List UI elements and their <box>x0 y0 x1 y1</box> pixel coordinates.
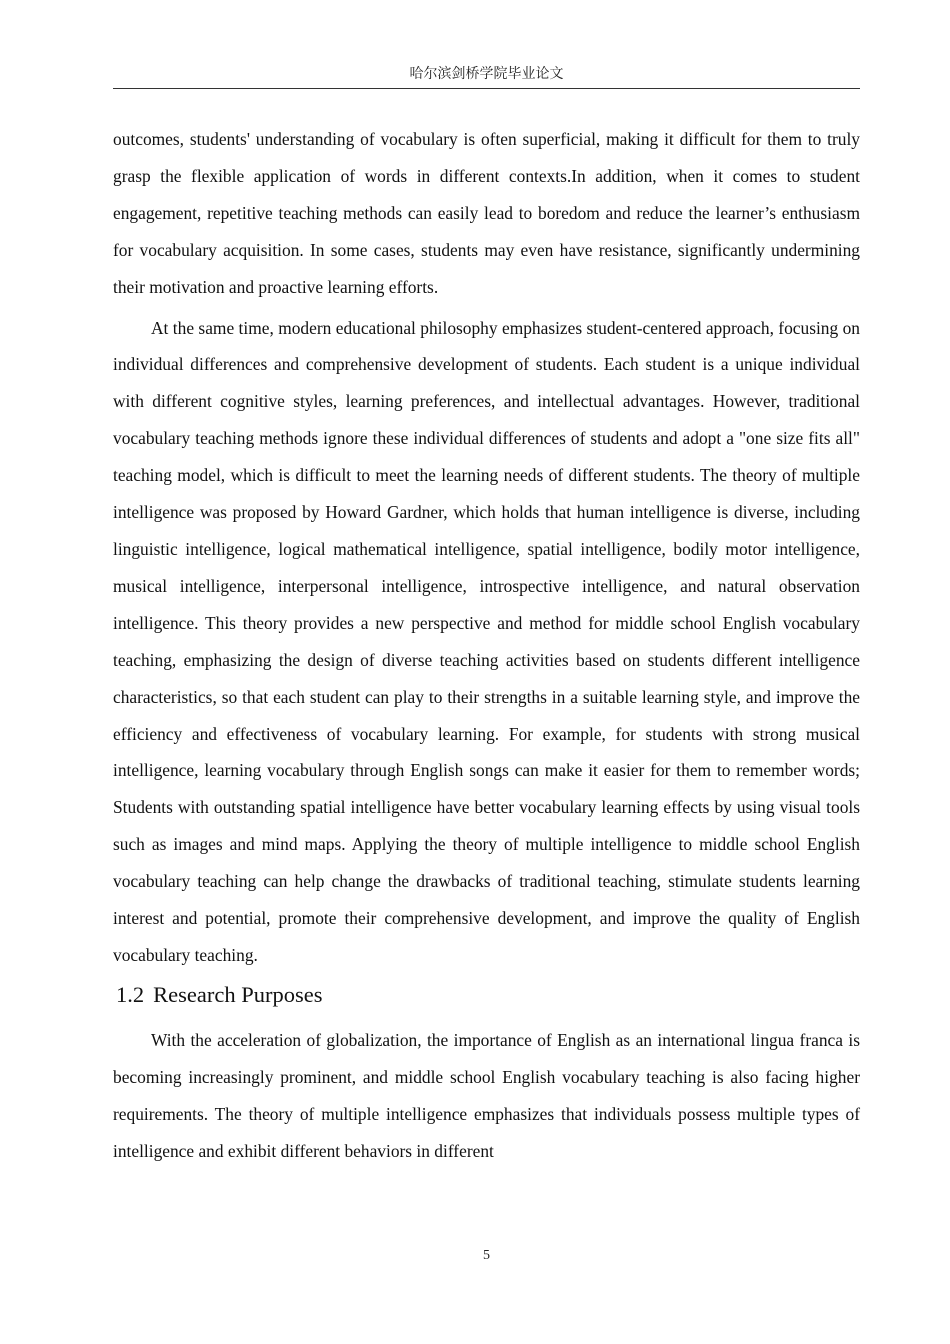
section-title: Research Purposes <box>153 981 323 1007</box>
body-paragraph-continued: outcomes, students' understanding of vocabulary is often superficial, making it difficult for them to truly grasp the flexible application of words in different contexts.In addition, when it comes to student engagement, repetitive teaching methods can easily lead to boredom and reduce the learner’s enthusiasm for vocabulary acquisition. In some cases, students may even have resistance, significantly undermining their motivation and proactive learning efforts. <box>113 129 860 297</box>
section-heading <box>116 975 860 1015</box>
page-number: 5 <box>483 1248 490 1263</box>
body-paragraph-research-purposes: With the acceleration of globalization, the importance of English as an international lingua franca is becoming increasingly prominent, and middle school English vocabulary teaching is also facing higher requirements. The theory of multiple intelligence emphasizes that individuals possess multiple types of intelligence and exhibit different behaviors in different <box>113 1029 860 1161</box>
page-body <box>113 121 860 1169</box>
body-paragraph-background: At the same time, modern educational philosophy emphasizes student-centered approach, focusing on individual differences and comprehensive development of students. Each student is a unique individual with different cognitive styles, learning preferences, and intellectual advantages. However, traditional vocabulary teaching methods ignore these individual differences of students and adopt a "one size fits all" teaching model, which is difficult to meet the learning needs of different students. The theory of multiple intelligence was proposed by Howard Gardner, which holds that human intelligence is diverse, including linguistic intelligence, logical mathematical intelligence, spatial intelligence, bodily motor intelligence, musical intelligence, interpersonal intelligence, introspective intelligence, and natural observation intelligence. This theory provides a new perspective and method for middle school English vocabulary teaching, emphasizing the design of diverse teaching activities based on students different intelligence characteristics, so that each student can play to their strengths in a suitable learning style, and improve the efficiency and effectiveness of vocabulary learning. For example, for students with strong musical intelligence, learning vocabulary through English songs can make it easier for them to remember words; Students with outstanding spatial intelligence have better vocabulary learning effects by using visual tools such as images and mind maps. Applying the theory of multiple intelligence to middle school English vocabulary teaching can help change the drawbacks of traditional teaching, stimulate students learning interest and potential, promote their comprehensive development, and improve the quality of English vocabulary teaching. <box>113 317 860 965</box>
page-header: 哈尔滨剑桥学院毕业论文 <box>409 67 564 82</box>
section-number: 1.2 <box>116 981 145 1007</box>
header-divider <box>113 88 860 89</box>
